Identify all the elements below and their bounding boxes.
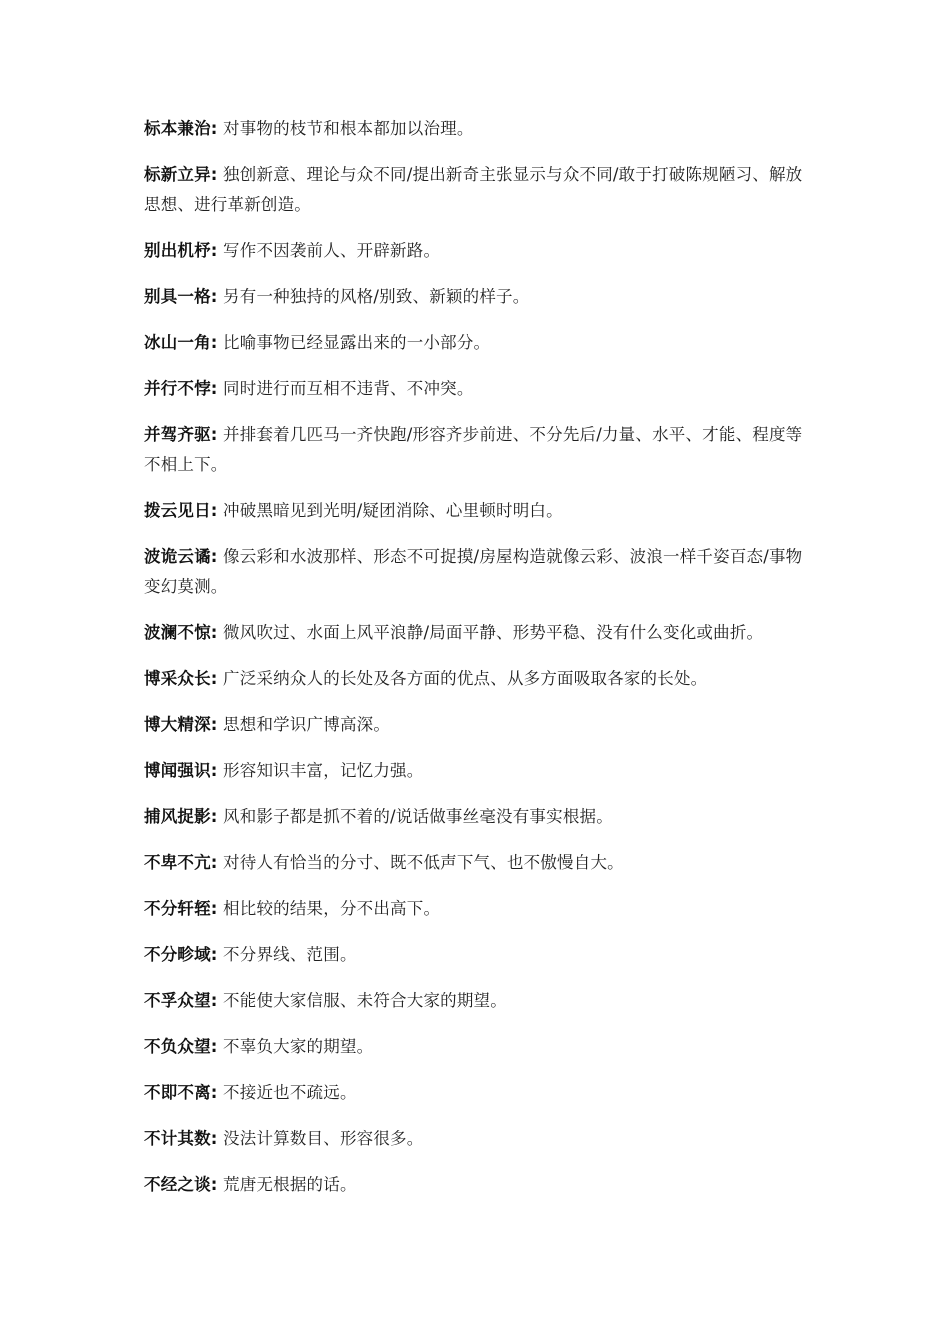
idiom-term: 博闻强识:: [144, 761, 218, 780]
idiom-entry: [144, 374, 806, 404]
idiom-entry: [144, 1032, 806, 1062]
idiom-entry: [144, 986, 806, 1016]
idiom-term: 不分畛域:: [144, 945, 218, 964]
idiom-entry: [144, 1170, 806, 1200]
idiom-definition: 冲破黑暗见到光明/疑团消除、心里顿时明白。: [217, 501, 563, 520]
idiom-entry: [144, 1078, 806, 1108]
idiom-entry: [144, 496, 806, 526]
idiom-entry: [144, 236, 806, 266]
idiom-term: 博大精深:: [144, 715, 218, 734]
idiom-definition: 并排套着几匹马一齐快跑/形容齐步前进、不分先后/力量、水平、才能、程度等不相上下。: [144, 425, 803, 474]
idiom-term: 不孚众望:: [144, 991, 218, 1010]
idiom-definition: 不接近也不疏远。: [217, 1083, 357, 1102]
idiom-definition: 对事物的枝节和根本都加以治理。: [217, 119, 474, 138]
idiom-term: 波澜不惊:: [144, 623, 218, 642]
idiom-term: 博采众长:: [144, 669, 218, 688]
idiom-definition: 不能使大家信服、未符合大家的期望。: [217, 991, 507, 1010]
idiom-term: 别出机杼:: [144, 241, 218, 260]
idiom-entry: [144, 114, 806, 144]
idiom-term: 冰山一角:: [144, 333, 218, 352]
idiom-list: [144, 114, 806, 1216]
idiom-entry: [144, 282, 806, 312]
idiom-definition: 写作不因袭前人、开辟新路。: [217, 241, 441, 260]
idiom-entry: [144, 420, 806, 480]
idiom-entry: [144, 710, 806, 740]
idiom-definition: 相比较的结果，分不出高下。: [217, 899, 441, 918]
idiom-term: 波诡云谲:: [144, 547, 218, 566]
idiom-definition: 不分界线、范围。: [217, 945, 357, 964]
idiom-entry: [144, 328, 806, 358]
idiom-entry: [144, 618, 806, 648]
idiom-definition: 同时进行而互相不违背、不冲突。: [217, 379, 474, 398]
idiom-definition: 不辜负大家的期望。: [217, 1037, 374, 1056]
idiom-term: 别具一格:: [144, 287, 218, 306]
idiom-definition: 思想和学识广博高深。: [217, 715, 391, 734]
idiom-term: 不即不离:: [144, 1083, 218, 1102]
idiom-entry: [144, 542, 806, 602]
idiom-entry: [144, 1124, 806, 1154]
idiom-definition: 对待人有恰当的分寸、既不低声下气、也不傲慢自大。: [217, 853, 624, 872]
idiom-term: 标新立异:: [144, 165, 218, 184]
idiom-entry: [144, 802, 806, 832]
idiom-entry: [144, 940, 806, 970]
idiom-definition: 独创新意、理论与众不同/提出新奇主张显示与众不同/敢于打破陈规陋习、解放思想、进行革新创造。: [144, 165, 803, 214]
idiom-definition: 另有一种独持的风格/别致、新颖的样子。: [217, 287, 530, 306]
idiom-term: 不经之谈:: [144, 1175, 218, 1194]
idiom-definition: 没法计算数目、形容很多。: [217, 1129, 424, 1148]
idiom-definition: 荒唐无根据的话。: [217, 1175, 357, 1194]
idiom-definition: 广泛采纳众人的长处及各方面的优点、从多方面吸取各家的长处。: [217, 669, 708, 688]
idiom-definition: 微风吹过、水面上风平浪静/局面平静、形势平稳、没有什么变化或曲折。: [217, 623, 764, 642]
idiom-definition: 像云彩和水波那样、形态不可捉摸/房屋构造就像云彩、波浪一样千姿百态/事物变幻莫测。: [144, 547, 803, 596]
idiom-entry: [144, 848, 806, 878]
idiom-term: 不负众望:: [144, 1037, 218, 1056]
idiom-term: 并驾齐驱:: [144, 425, 218, 444]
idiom-definition: 比喻事物已经显露出来的一小部分。: [217, 333, 491, 352]
idiom-term: 标本兼治:: [144, 119, 218, 138]
idiom-term: 捕风捉影:: [144, 807, 218, 826]
idiom-term: 不计其数:: [144, 1129, 218, 1148]
idiom-entry: [144, 894, 806, 924]
idiom-term: 拨云见日:: [144, 501, 218, 520]
idiom-entry: [144, 756, 806, 786]
idiom-term: 不卑不亢:: [144, 853, 218, 872]
idiom-term: 并行不悖:: [144, 379, 218, 398]
idiom-entry: [144, 160, 806, 220]
idiom-entry: [144, 664, 806, 694]
idiom-definition: 风和影子都是抓不着的/说话做事丝毫没有事实根据。: [217, 807, 613, 826]
idiom-definition: 形容知识丰富，记忆力强。: [217, 761, 424, 780]
idiom-term: 不分轩轾:: [144, 899, 218, 918]
